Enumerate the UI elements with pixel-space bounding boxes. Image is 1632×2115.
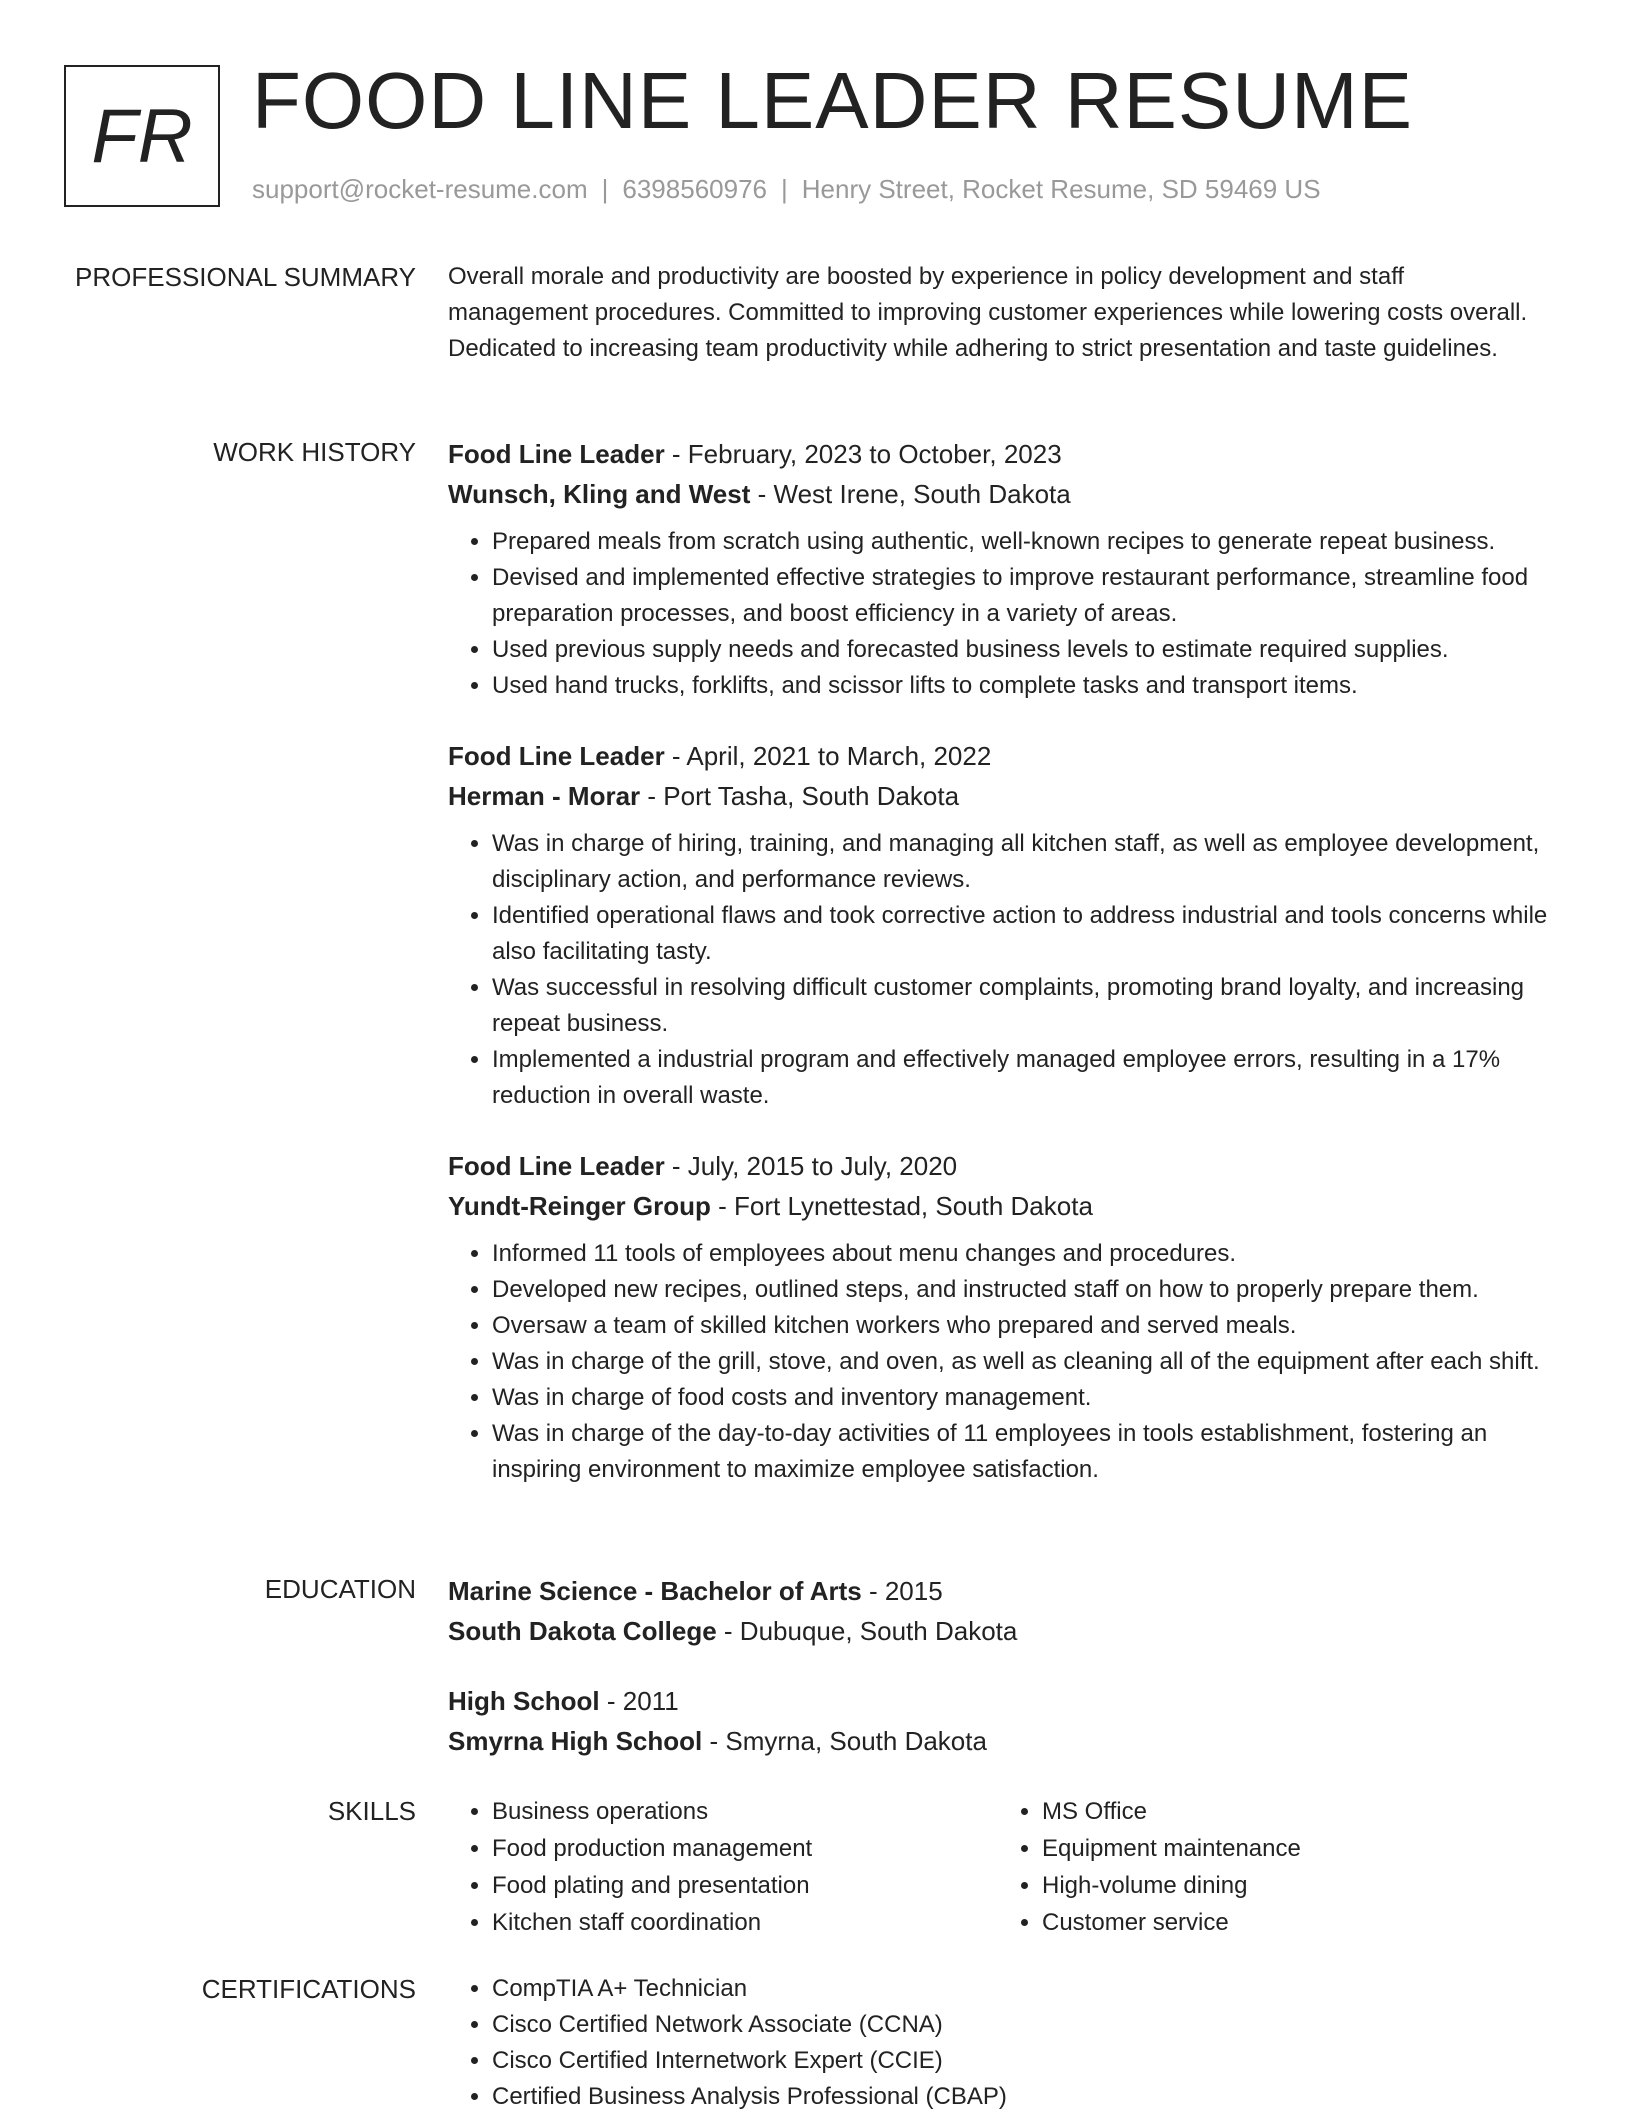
job-entry (448, 434, 1548, 704)
job-dates: - February, 2023 to October, 2023 (664, 439, 1062, 469)
school-location: - Dubuque, South Dakota (716, 1616, 1018, 1646)
certification-item: • Certified Business Analysis Professional (CBAP) (492, 2079, 1548, 2115)
contact-separator: | (601, 174, 609, 204)
contact-separator: | (781, 174, 788, 204)
job-title-line (448, 434, 1548, 474)
job-company-line (448, 776, 1548, 816)
job-entry (448, 1146, 1548, 1488)
school-location: - Smyrna, South Dakota (702, 1726, 987, 1756)
job-entry (448, 736, 1548, 1114)
contact-email: support@rocket-resume.com (252, 174, 588, 204)
degree: Marine Science - Bachelor of Arts (448, 1576, 862, 1606)
contact-phone: 6398560976 (622, 174, 767, 204)
job-title-line (448, 1146, 1548, 1186)
job-title-line (448, 736, 1548, 776)
certifications-body (448, 1971, 1548, 2115)
section-label-skills: SKILLS (327, 1796, 416, 1826)
degree-year: - 2011 (599, 1686, 679, 1716)
education-entry (448, 1681, 1548, 1761)
skills-column-2 (998, 1793, 1548, 1941)
job-bullet: • Used previous supply needs and forecasted business levels to estimate required supplies. (492, 632, 1548, 668)
degree-year: - 2015 (861, 1576, 943, 1606)
job-bullet: • Informed 11 tools of employees about menu changes and procedures. (492, 1236, 1548, 1272)
skill-item: • Food production management (492, 1830, 998, 1867)
skills-column-1 (448, 1793, 998, 1941)
certification-item: • CompTIA A+ Technician (492, 1971, 1548, 2007)
education-entry (448, 1571, 1548, 1651)
degree: High School (448, 1686, 600, 1716)
job-location: - Fort Lynettestad, South Dakota (710, 1191, 1093, 1221)
contact-line (252, 174, 1321, 205)
job-location: - West Irene, South Dakota (750, 479, 1071, 509)
job-bullets (448, 524, 1548, 704)
job-title: Food Line Leader (448, 741, 665, 771)
job-bullet: • Implemented a industrial program and effectively managed employee errors, resulting in a 17% reduction in overall waste. (492, 1042, 1548, 1114)
skill-item: • Customer service (1042, 1904, 1548, 1941)
job-bullets (448, 826, 1548, 1114)
skill-item: • Food plating and presentation (492, 1867, 998, 1904)
skill-item: • Business operations (492, 1793, 998, 1830)
certifications-list (448, 1971, 1548, 2115)
job-dates: - April, 2021 to March, 2022 (664, 741, 992, 771)
school: Smyrna High School (448, 1726, 703, 1756)
job-bullet: • Was in charge of the grill, stove, and oven, as well as cleaning all of the equipment after each shift. (492, 1344, 1548, 1380)
resume-title: FOOD LINE LEADER RESUME (252, 56, 1414, 145)
job-location: - Port Tasha, South Dakota (640, 781, 960, 811)
job-bullet: • Was in charge of the day-to-day activities of 11 employees in tools establishment, fostering an inspiring environment to maximize employee satisfaction. (492, 1416, 1548, 1488)
job-company-line (448, 474, 1548, 514)
job-bullet: • Oversaw a team of skilled kitchen workers who prepared and served meals. (492, 1308, 1548, 1344)
job-bullet: • Used hand trucks, forklifts, and scissor lifts to complete tasks and transport items. (492, 668, 1548, 704)
skills-body (448, 1793, 1548, 1941)
job-company: Herman - Morar (448, 781, 641, 811)
skill-item: • High-volume dining (1042, 1867, 1548, 1904)
job-bullet: • Identified operational flaws and took corrective action to address industrial and tools concerns while also facilitating tasty. (492, 898, 1548, 970)
school-line (448, 1611, 1548, 1651)
job-company: Wunsch, Kling and West (448, 479, 751, 509)
degree-line (448, 1571, 1548, 1611)
job-bullet: • Was in charge of hiring, training, and managing all kitchen staff, as well as employee development, disciplinary action, and performance reviews. (492, 826, 1548, 898)
certification-item: • Cisco Certified Network Associate (CCNA) (492, 2007, 1548, 2043)
work-history-body (448, 434, 1548, 1520)
job-company-line (448, 1186, 1548, 1226)
job-bullet: • Was in charge of food costs and inventory management. (492, 1380, 1548, 1416)
contact-address: Henry Street, Rocket Resume, SD 59469 US (801, 174, 1321, 204)
section-label-education: EDUCATION (264, 1574, 416, 1604)
job-bullet: • Prepared meals from scratch using authentic, well-known recipes to generate repeat business. (492, 524, 1548, 560)
certification-item: • Cisco Certified Internetwork Expert (CCIE) (492, 2043, 1548, 2079)
job-title: Food Line Leader (448, 1151, 665, 1181)
job-bullets (448, 1236, 1548, 1488)
job-dates: - July, 2015 to July, 2020 (664, 1151, 958, 1181)
section-label-work-history: WORK HISTORY (213, 437, 416, 467)
skill-item: • MS Office (1042, 1793, 1548, 1830)
section-label-summary: PROFESSIONAL SUMMARY (75, 262, 416, 292)
job-bullet: • Developed new recipes, outlined steps, and instructed staff on how to properly prepare them. (492, 1272, 1548, 1308)
initials-monogram: FR (64, 65, 220, 207)
skill-item: • Equipment maintenance (1042, 1830, 1548, 1867)
skill-item: • Kitchen staff coordination (492, 1904, 998, 1941)
education-body (448, 1571, 1548, 1791)
job-company: Yundt-Reinger Group (448, 1191, 711, 1221)
school: South Dakota College (448, 1616, 717, 1646)
summary-text: Overall morale and productivity are boosted by experience in policy development and staff management procedures. Committed to improving customer experiences while lowering costs overall. Dedicated to increasing team productivity while adhering to strict presentation and taste guidelines. (448, 263, 1528, 362)
job-title: Food Line Leader (448, 439, 665, 469)
degree-line (448, 1681, 1548, 1721)
school-line (448, 1721, 1548, 1761)
job-bullet: • Devised and implemented effective strategies to improve restaurant performance, streamline food preparation processes, and boost efficiency in a variety of areas. (492, 560, 1548, 632)
skills-columns (448, 1793, 1548, 1941)
summary-body (448, 259, 1548, 367)
section-label-certifications: CERTIFICATIONS (201, 1974, 416, 2004)
job-bullet: • Was successful in resolving difficult customer complaints, promoting brand loyalty, and increasing repeat business. (492, 970, 1548, 1042)
